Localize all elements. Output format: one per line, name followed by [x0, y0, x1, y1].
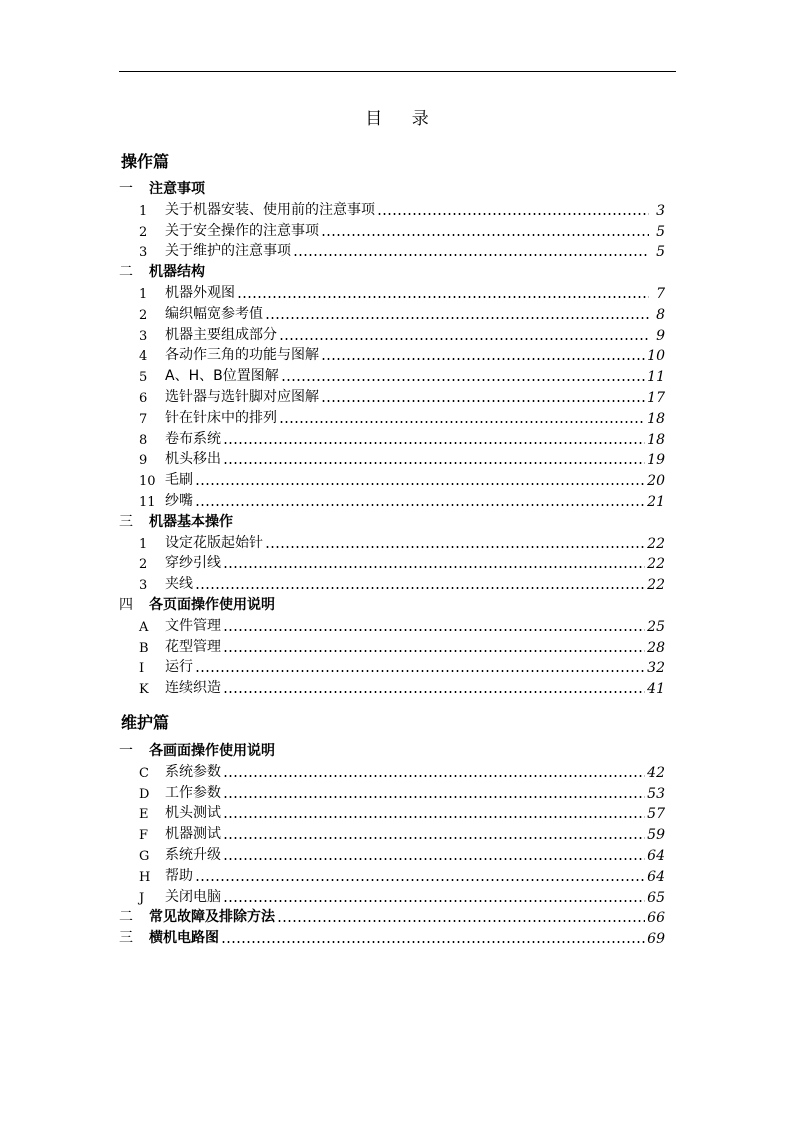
entry-number: 5: [139, 370, 148, 386]
toc-item-entry[interactable]: [119, 886, 665, 906]
entry-label: 选针器与选针脚对应图解: [165, 389, 319, 405]
entry-label: 关于维护的注意事项: [165, 243, 291, 260]
page-number: 57: [647, 806, 665, 823]
dot-leader: [223, 858, 645, 860]
toc-title-char-2: 录: [411, 109, 429, 129]
page-number: 5: [656, 244, 665, 261]
dot-leader: [223, 816, 645, 818]
toc-item-entry[interactable]: [119, 282, 665, 302]
toc-item-entry[interactable]: [119, 199, 665, 219]
entry-number: C: [139, 765, 149, 781]
toc-item-entry[interactable]: [119, 407, 665, 427]
dot-leader: [223, 650, 645, 652]
dot-leader: [277, 920, 645, 922]
toc-item-entry[interactable]: [119, 532, 665, 552]
entry-number: 2: [139, 224, 148, 240]
entry-number: E: [139, 807, 149, 823]
page-number: 28: [647, 639, 665, 656]
entry-label: 编织幅宽参考值: [165, 305, 263, 322]
page-number: 32: [647, 660, 665, 677]
entry-label: 注意事项: [149, 181, 205, 197]
entry-number: 11: [139, 495, 156, 510]
toc-item-entry[interactable]: [119, 490, 665, 510]
entry-label: 横机电路图: [149, 930, 219, 947]
page-number: 22: [647, 535, 665, 552]
dot-leader: [223, 900, 645, 902]
toc-item-entry[interactable]: [119, 469, 665, 489]
entry-number: F: [139, 828, 149, 844]
entry-label: 工作参数: [165, 784, 221, 801]
toc-section-entry[interactable]: [119, 927, 665, 947]
entry-number: 6: [139, 391, 148, 406]
toc-item-entry[interactable]: [119, 636, 665, 656]
entry-number: 2: [139, 557, 148, 573]
entry-number: 9: [139, 453, 148, 469]
toc-item-entry[interactable]: [119, 240, 665, 260]
entry-label: 关于机器安装、使用前的注意事项: [165, 201, 375, 218]
page-number: 8: [656, 306, 665, 323]
entry-number: 2: [139, 307, 148, 323]
entry-number: 1: [139, 536, 148, 552]
dot-leader: [321, 400, 645, 402]
toc-item-entry[interactable]: [119, 344, 665, 364]
entry-number: A: [139, 619, 149, 635]
entry-number: 二: [119, 909, 133, 926]
dot-leader: [223, 442, 645, 444]
dot-leader: [195, 504, 645, 506]
entry-number: I: [139, 661, 145, 677]
entry-number: 3: [139, 245, 148, 261]
entry-number: 1: [139, 203, 148, 219]
toc-item-entry[interactable]: [119, 303, 665, 323]
header-rule: [119, 71, 676, 72]
entry-label: 文件管理: [165, 617, 221, 634]
page-number: 59: [647, 827, 665, 844]
dot-leader: [223, 462, 645, 464]
toc-item-entry[interactable]: [119, 761, 665, 781]
dot-leader: [281, 379, 645, 381]
part-heading: 维护篇: [121, 713, 170, 732]
page-number: 9: [656, 327, 665, 344]
entry-label: 穿纱引线: [165, 555, 221, 572]
entry-label: 机器基本操作: [149, 513, 233, 530]
entry-label: 毛刷: [165, 472, 193, 489]
toc-title: [0, 104, 794, 129]
dot-leader: [265, 546, 645, 548]
entry-label: 帮助: [165, 867, 193, 884]
page-number: 21: [647, 494, 665, 510]
page-number: 64: [647, 868, 665, 885]
entry-number: K: [139, 682, 149, 698]
entry-label: 纱嘴: [165, 493, 193, 509]
toc-item-entry[interactable]: [119, 220, 665, 240]
toc-section-entry[interactable]: [119, 740, 665, 760]
toc-title-char-1: 目: [365, 109, 383, 129]
entry-number: 10: [139, 474, 156, 490]
page-number: 3: [656, 202, 665, 219]
page-number: 18: [647, 431, 665, 448]
entry-label: 关于安全操作的注意事项: [165, 222, 319, 239]
entry-number: 一: [119, 743, 133, 759]
toc-item-entry[interactable]: [119, 386, 665, 406]
toc-item-entry[interactable]: [119, 324, 665, 344]
entry-label: 常见故障及排除方法: [149, 909, 275, 926]
dot-leader: [321, 358, 645, 360]
entry-label: 连续织造: [165, 680, 221, 697]
entry-number: B: [139, 640, 149, 656]
dot-leader: [221, 941, 645, 943]
entry-label: 机器测试: [165, 826, 221, 843]
entry-label: 设定花版起始针: [165, 534, 263, 551]
entry-label: 关闭电脑: [165, 888, 221, 905]
page-number: 5: [656, 223, 665, 240]
entry-number: 一: [119, 181, 133, 197]
toc-section-entry[interactable]: [119, 511, 665, 531]
entry-label: 卷布系统: [165, 430, 221, 447]
entry-number: 4: [139, 349, 148, 365]
entry-number: 3: [139, 578, 148, 594]
entry-number: 二: [119, 264, 133, 281]
toc-item-entry[interactable]: [119, 802, 665, 822]
page-number: 53: [647, 785, 665, 802]
entry-label: 各画面操作使用说明: [149, 743, 275, 759]
toc-section-entry[interactable]: [119, 261, 665, 281]
toc-item-entry[interactable]: [119, 782, 665, 802]
dot-leader: [223, 775, 645, 777]
toc-item-entry[interactable]: [119, 365, 665, 385]
page-number: 25: [647, 618, 665, 635]
entry-label: 各动作三角的功能与图解: [165, 347, 319, 364]
toc-section-entry[interactable]: [119, 594, 665, 614]
page-number: 22: [647, 577, 665, 594]
toc-item-entry[interactable]: [119, 823, 665, 843]
toc-item-entry[interactable]: [119, 656, 665, 676]
page-number: 20: [647, 473, 665, 490]
toc-item-entry[interactable]: [119, 865, 665, 885]
dot-leader: [195, 483, 645, 485]
entry-number: J: [139, 890, 145, 906]
entry-label: A、H、B位置图解: [165, 368, 279, 385]
dot-leader: [223, 837, 645, 839]
entry-number: H: [139, 869, 151, 885]
toc-item-entry[interactable]: [119, 677, 665, 697]
page-number: 66: [647, 910, 665, 927]
entry-number: 四: [119, 597, 133, 613]
dot-leader: [195, 587, 645, 589]
page-number: 18: [647, 410, 665, 427]
entry-number: 三: [119, 513, 133, 530]
dot-leader: [279, 421, 645, 423]
toc-item-entry[interactable]: [119, 552, 665, 572]
page-number: 10: [647, 348, 665, 365]
entry-number: 三: [119, 930, 133, 947]
page-number: 11: [647, 369, 665, 386]
dot-leader: [223, 629, 645, 631]
entry-label: 机头移出: [165, 451, 221, 468]
entry-label: 系统升级: [165, 847, 221, 863]
page-number: 41: [647, 681, 665, 698]
page-number: 19: [647, 452, 665, 469]
toc-section-entry[interactable]: [119, 906, 665, 926]
page-number: 22: [647, 556, 665, 573]
entry-label: 针在针床中的排列: [165, 409, 277, 426]
entry-number: 1: [139, 287, 148, 302]
entry-label: 机器结构: [149, 264, 205, 281]
dot-leader: [279, 338, 649, 340]
entry-label: 夹线: [165, 576, 193, 593]
entry-number: 7: [139, 411, 148, 427]
part-heading: 操作篇: [121, 152, 170, 171]
dot-leader: [321, 234, 649, 236]
entry-number: 8: [139, 432, 148, 448]
entry-label: 机器外观图: [165, 285, 235, 301]
dot-leader: [223, 796, 645, 798]
entry-number: G: [139, 849, 150, 864]
page-number: 65: [647, 889, 665, 906]
dot-leader: [237, 296, 649, 298]
page-number: 69: [647, 931, 665, 948]
dot-leader: [195, 670, 645, 672]
dot-leader: [223, 566, 645, 568]
entry-number: D: [139, 786, 150, 802]
entry-label: 花型管理: [165, 638, 221, 655]
page-number: 42: [647, 764, 665, 781]
toc-section-entry[interactable]: [119, 178, 665, 198]
dot-leader: [265, 317, 649, 319]
toc-item-entry[interactable]: [119, 844, 665, 864]
page-number: 64: [647, 848, 665, 864]
toc-item-entry[interactable]: [119, 615, 665, 635]
page-number: 7: [656, 286, 665, 302]
entry-label: 系统参数: [165, 763, 221, 780]
entry-number: 3: [139, 328, 148, 344]
entry-label: 运行: [165, 659, 193, 676]
toc-item-entry[interactable]: [119, 573, 665, 593]
dot-leader: [293, 254, 649, 256]
dot-leader: [377, 213, 649, 215]
entry-label: 机器主要组成部分: [165, 326, 277, 343]
page-number: 17: [647, 390, 665, 406]
toc-item-entry[interactable]: [119, 448, 665, 468]
entry-label: 机头测试: [165, 805, 221, 822]
dot-leader: [223, 691, 645, 693]
entry-label: 各页面操作使用说明: [149, 597, 275, 613]
dot-leader: [195, 879, 645, 881]
toc-item-entry[interactable]: [119, 428, 665, 448]
